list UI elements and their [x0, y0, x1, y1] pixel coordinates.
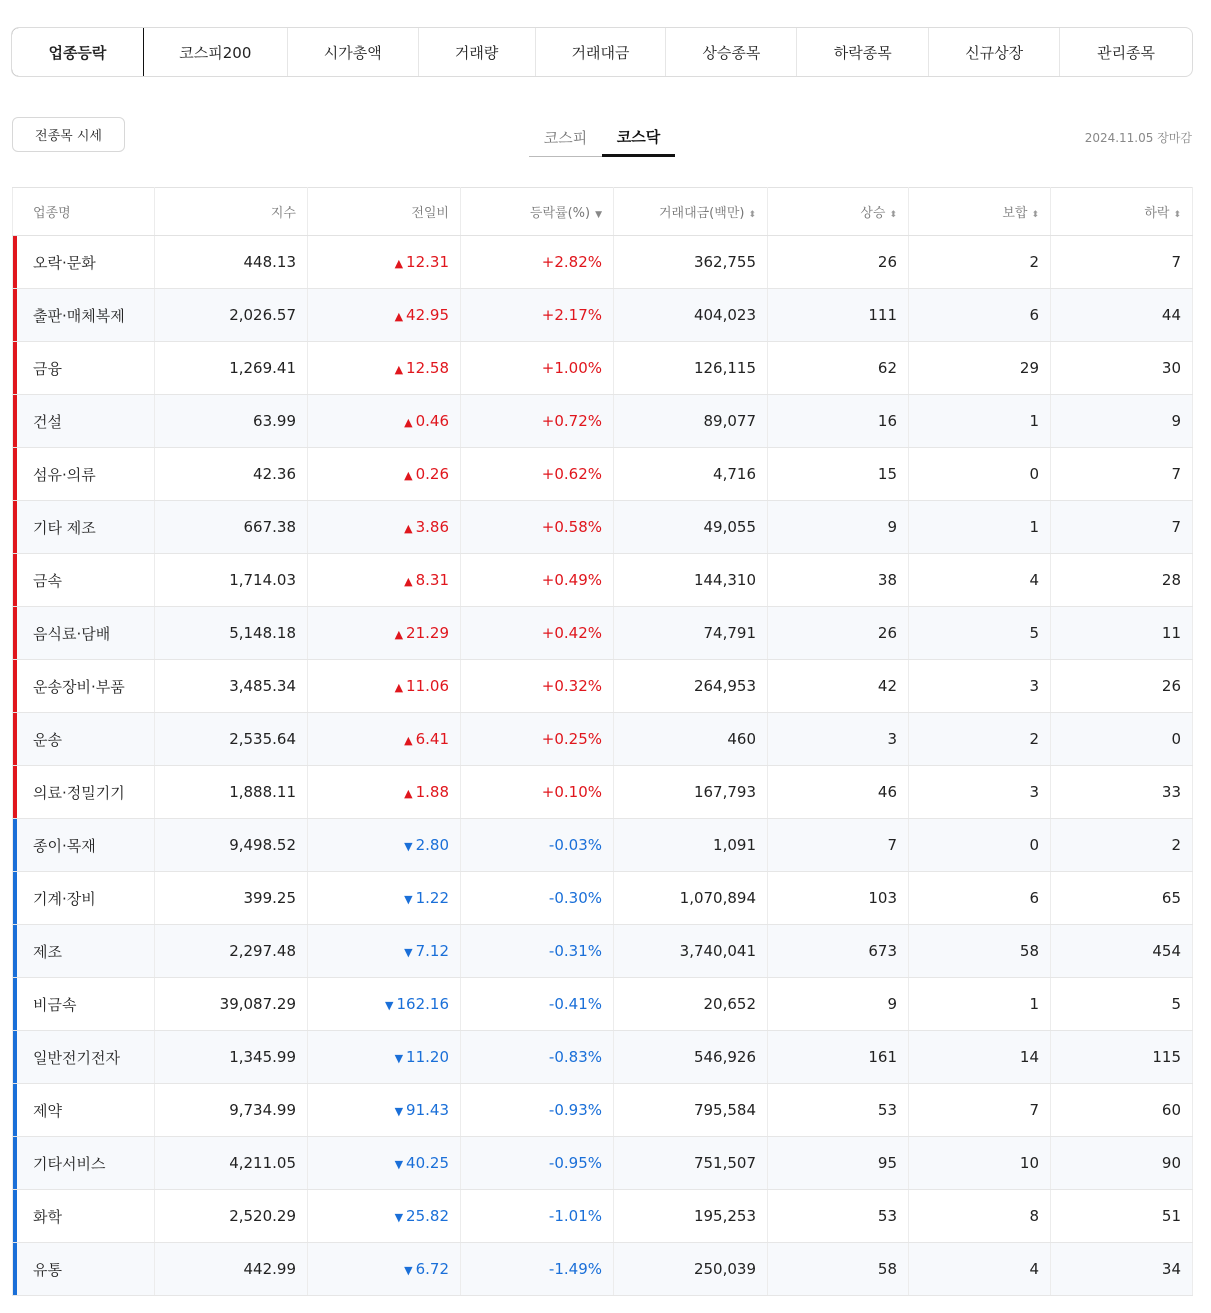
sector-name-label: 운송장비·부품	[33, 677, 125, 696]
triangle-down-icon: ▼	[404, 946, 413, 959]
flat-count: 4	[909, 1243, 1051, 1296]
tab-falling[interactable]: 하락종목	[797, 28, 929, 76]
direction-bar	[13, 872, 17, 924]
table-row[interactable]	[13, 554, 1193, 607]
triangle-down-icon: ▼	[394, 1105, 404, 1118]
index-value: 4,211.05	[155, 1137, 308, 1190]
col-index: 지수	[155, 188, 308, 236]
sector-name-label: 유통	[33, 1260, 62, 1279]
change-amount: 40.25	[406, 1154, 449, 1172]
sector-table	[12, 187, 1192, 1296]
rise-count: 38	[768, 554, 909, 607]
flat-count: 6	[909, 289, 1051, 342]
change-value	[308, 978, 461, 1031]
fall-count: 65	[1051, 872, 1193, 925]
sector-name-label: 기타서비스	[33, 1154, 106, 1173]
tab-kospi[interactable]: 코스피	[529, 118, 602, 157]
flat-count: 3	[909, 766, 1051, 819]
sector-name-label: 제조	[33, 942, 62, 961]
triangle-down-icon: ▼	[394, 1052, 404, 1065]
trading-value: 751,507	[614, 1137, 768, 1190]
direction-bar	[13, 342, 17, 394]
change-amount: 91.43	[406, 1101, 449, 1119]
triangle-up-icon: ▲	[404, 469, 413, 482]
triangle-up-icon: ▲	[404, 575, 413, 588]
col-flat[interactable]: 보합 ⬍	[909, 188, 1051, 236]
sector-name[interactable]	[13, 660, 155, 713]
direction-bar	[13, 395, 17, 447]
direction-bar	[13, 501, 17, 553]
rate-value: +0.32%	[461, 660, 614, 713]
col-fall[interactable]: 하락 ⬍	[1051, 188, 1193, 236]
sector-name-label: 의료·정밀기기	[33, 783, 125, 802]
change-value	[308, 607, 461, 660]
table-row[interactable]	[13, 1190, 1193, 1243]
rate-value: +0.49%	[461, 554, 614, 607]
flat-count: 0	[909, 819, 1051, 872]
fall-count: 90	[1051, 1137, 1193, 1190]
rise-count: 95	[768, 1137, 909, 1190]
trading-value: 460	[614, 713, 768, 766]
rate-value: -0.41%	[461, 978, 614, 1031]
table-row[interactable]	[13, 395, 1193, 448]
col-change: 전일비	[308, 188, 461, 236]
table-row[interactable]	[13, 713, 1193, 766]
rate-value: +0.58%	[461, 501, 614, 554]
triangle-down-icon: ▼	[404, 840, 413, 853]
sort-icon: ⬍	[1173, 210, 1181, 220]
rate-value: -0.93%	[461, 1084, 614, 1137]
triangle-down-icon: ▼	[394, 1211, 404, 1224]
direction-bar	[13, 289, 17, 341]
rate-value: +2.82%	[461, 236, 614, 289]
direction-bar	[13, 607, 17, 659]
rise-count: 53	[768, 1084, 909, 1137]
trading-value: 250,039	[614, 1243, 768, 1296]
fall-count: 28	[1051, 554, 1193, 607]
change-amount: 162.16	[396, 995, 449, 1013]
tab-kospi200[interactable]: 코스피200	[144, 28, 288, 76]
triangle-up-icon: ▲	[394, 628, 404, 641]
direction-bar	[13, 713, 17, 765]
flat-count: 10	[909, 1137, 1051, 1190]
sector-name-label: 출판·매체복제	[33, 306, 125, 325]
rate-value: -0.03%	[461, 819, 614, 872]
flat-count: 8	[909, 1190, 1051, 1243]
fall-count: 11	[1051, 607, 1193, 660]
change-amount: 0.46	[415, 412, 449, 430]
triangle-up-icon: ▲	[404, 787, 413, 800]
table-row[interactable]	[13, 1031, 1193, 1084]
sort-desc-icon: ▼	[595, 210, 602, 220]
change-value	[308, 713, 461, 766]
sector-name-label: 오락·문화	[33, 253, 96, 272]
sector-name[interactable]	[13, 1190, 155, 1243]
table-row[interactable]	[13, 978, 1193, 1031]
change-amount: 21.29	[406, 624, 449, 642]
category-tabs	[11, 27, 1193, 77]
fall-count: 2	[1051, 819, 1193, 872]
sector-name-label: 금속	[33, 571, 62, 590]
tab-kosdaq[interactable]: 코스닥	[602, 118, 675, 157]
index-value: 448.13	[155, 236, 308, 289]
table-row[interactable]	[13, 819, 1193, 872]
fall-count: 7	[1051, 448, 1193, 501]
tab-market-cap[interactable]: 시가총액	[288, 28, 419, 76]
change-value	[308, 289, 461, 342]
table-row[interactable]	[13, 1084, 1193, 1137]
change-amount: 1.22	[415, 889, 449, 907]
direction-bar	[13, 660, 17, 712]
sector-name-label: 제약	[33, 1101, 62, 1120]
change-amount: 8.31	[415, 571, 449, 589]
sector-name-label: 음식료·담배	[33, 624, 111, 643]
change-value	[308, 395, 461, 448]
change-amount: 11.06	[406, 677, 449, 695]
trading-value: 546,926	[614, 1031, 768, 1084]
sector-name[interactable]	[13, 342, 155, 395]
sector-name[interactable]	[13, 289, 155, 342]
index-value: 63.99	[155, 395, 308, 448]
index-value: 9,734.99	[155, 1084, 308, 1137]
index-value: 667.38	[155, 501, 308, 554]
sector-name[interactable]	[13, 819, 155, 872]
rise-count: 58	[768, 1243, 909, 1296]
tab-sector[interactable]: 업종등락	[11, 27, 144, 77]
change-value	[308, 819, 461, 872]
direction-bar	[13, 766, 17, 818]
triangle-down-icon: ▼	[404, 1264, 413, 1277]
table-row[interactable]	[13, 607, 1193, 660]
direction-bar	[13, 819, 17, 871]
fall-count: 34	[1051, 1243, 1193, 1296]
sector-name-label: 비금속	[33, 995, 77, 1014]
rate-value: -1.49%	[461, 1243, 614, 1296]
trading-value: 167,793	[614, 766, 768, 819]
sort-icon: ⬍	[748, 210, 756, 220]
triangle-down-icon: ▼	[404, 893, 413, 906]
triangle-up-icon: ▲	[394, 257, 404, 270]
sector-name-label: 섬유·의류	[33, 465, 96, 484]
change-value	[308, 501, 461, 554]
table-row[interactable]	[13, 925, 1193, 978]
trading-value: 20,652	[614, 978, 768, 1031]
direction-bar	[13, 1084, 17, 1136]
flat-count: 2	[909, 713, 1051, 766]
table-row[interactable]	[13, 1243, 1193, 1296]
col-rise[interactable]: 상승 ⬍	[768, 188, 909, 236]
change-amount: 12.58	[406, 359, 449, 377]
tab-volume[interactable]: 거래량	[419, 28, 536, 76]
table-header	[13, 188, 1193, 236]
rise-count: 42	[768, 660, 909, 713]
change-value	[308, 342, 461, 395]
direction-bar	[13, 925, 17, 977]
index-value: 1,269.41	[155, 342, 308, 395]
index-value: 2,535.64	[155, 713, 308, 766]
sort-icon: ⬍	[889, 210, 897, 220]
index-value: 399.25	[155, 872, 308, 925]
direction-bar	[13, 554, 17, 606]
sector-name-label: 화학	[33, 1207, 62, 1226]
rise-count: 9	[768, 501, 909, 554]
direction-bar	[13, 1243, 17, 1295]
index-value: 2,026.57	[155, 289, 308, 342]
triangle-up-icon: ▲	[404, 522, 413, 535]
triangle-up-icon: ▲	[394, 310, 404, 323]
trading-value: 144,310	[614, 554, 768, 607]
sector-name[interactable]	[13, 1243, 155, 1296]
table-row[interactable]	[13, 236, 1193, 289]
change-value	[308, 236, 461, 289]
rate-value: -1.01%	[461, 1190, 614, 1243]
fall-count: 0	[1051, 713, 1193, 766]
trading-value: 74,791	[614, 607, 768, 660]
change-value	[308, 1190, 461, 1243]
change-value	[308, 1243, 461, 1296]
tab-trading-value[interactable]: 거래대금	[536, 28, 667, 76]
rate-value: -0.30%	[461, 872, 614, 925]
fall-count: 7	[1051, 501, 1193, 554]
trading-value: 89,077	[614, 395, 768, 448]
change-value	[308, 872, 461, 925]
market-close-timestamp: 2024.11.05 장마감	[1084, 131, 1192, 145]
change-value	[308, 448, 461, 501]
direction-bar	[13, 1137, 17, 1189]
fall-count: 5	[1051, 978, 1193, 1031]
rate-value: -0.95%	[461, 1137, 614, 1190]
flat-count: 1	[909, 501, 1051, 554]
sector-name[interactable]	[13, 872, 155, 925]
rise-count: 7	[768, 819, 909, 872]
fall-count: 454	[1051, 925, 1193, 978]
change-amount: 1.88	[415, 783, 449, 801]
index-value: 3,485.34	[155, 660, 308, 713]
sector-name[interactable]	[13, 501, 155, 554]
rise-count: 46	[768, 766, 909, 819]
sector-name[interactable]	[13, 395, 155, 448]
change-value	[308, 766, 461, 819]
col-rate[interactable]: 등락률(%) ▼	[461, 188, 614, 236]
sector-name[interactable]	[13, 236, 155, 289]
rate-value: -0.31%	[461, 925, 614, 978]
rate-value: +0.25%	[461, 713, 614, 766]
flat-count: 3	[909, 660, 1051, 713]
triangle-up-icon: ▲	[404, 734, 413, 747]
fall-count: 51	[1051, 1190, 1193, 1243]
rise-count: 16	[768, 395, 909, 448]
trading-value: 4,716	[614, 448, 768, 501]
change-amount: 42.95	[406, 306, 449, 324]
sector-name[interactable]	[13, 607, 155, 660]
sector-name-label: 일반전기전자	[33, 1048, 120, 1067]
rise-count: 62	[768, 342, 909, 395]
change-value	[308, 925, 461, 978]
change-amount: 12.31	[406, 253, 449, 271]
flat-count: 2	[909, 236, 1051, 289]
triangle-up-icon: ▲	[394, 681, 404, 694]
table-row[interactable]	[13, 501, 1193, 554]
triangle-up-icon: ▲	[404, 416, 413, 429]
change-value	[308, 1031, 461, 1084]
change-amount: 2.80	[415, 836, 449, 854]
flat-count: 1	[909, 395, 1051, 448]
sector-name[interactable]	[13, 713, 155, 766]
all-stocks-button[interactable]: 전종목 시세	[12, 117, 125, 152]
change-amount: 6.41	[415, 730, 449, 748]
fall-count: 7	[1051, 236, 1193, 289]
sector-name[interactable]	[13, 1031, 155, 1084]
index-value: 42.36	[155, 448, 308, 501]
fall-count: 44	[1051, 289, 1193, 342]
rise-count: 53	[768, 1190, 909, 1243]
rise-count: 3	[768, 713, 909, 766]
change-amount: 0.26	[415, 465, 449, 483]
index-value: 442.99	[155, 1243, 308, 1296]
index-value: 39,087.29	[155, 978, 308, 1031]
direction-bar	[13, 1190, 17, 1242]
col-sector-name: 업종명	[13, 188, 155, 236]
sector-name[interactable]	[13, 554, 155, 607]
fall-count: 30	[1051, 342, 1193, 395]
rate-value: +2.17%	[461, 289, 614, 342]
table-row[interactable]	[13, 1137, 1193, 1190]
index-value: 2,297.48	[155, 925, 308, 978]
trading-value: 1,091	[614, 819, 768, 872]
index-value: 5,148.18	[155, 607, 308, 660]
trading-value: 362,755	[614, 236, 768, 289]
change-amount: 3.86	[415, 518, 449, 536]
trading-value: 126,115	[614, 342, 768, 395]
change-value	[308, 554, 461, 607]
trading-value: 404,023	[614, 289, 768, 342]
direction-bar	[13, 1031, 17, 1083]
sector-name[interactable]	[13, 766, 155, 819]
direction-bar	[13, 448, 17, 500]
rise-count: 103	[768, 872, 909, 925]
sector-name[interactable]	[13, 978, 155, 1031]
table-row[interactable]	[13, 342, 1193, 395]
rate-value: +1.00%	[461, 342, 614, 395]
fall-count: 26	[1051, 660, 1193, 713]
sort-icon: ⬍	[1031, 210, 1039, 220]
market-tabs	[529, 118, 675, 157]
fall-count: 60	[1051, 1084, 1193, 1137]
change-value	[308, 1084, 461, 1137]
rate-value: -0.83%	[461, 1031, 614, 1084]
sector-name-label: 기계·장비	[33, 889, 96, 908]
flat-count: 58	[909, 925, 1051, 978]
fall-count: 33	[1051, 766, 1193, 819]
flat-count: 1	[909, 978, 1051, 1031]
tab-managed[interactable]: 관리종목	[1097, 43, 1156, 62]
fall-count: 115	[1051, 1031, 1193, 1084]
rate-value: +0.10%	[461, 766, 614, 819]
table-row[interactable]	[13, 660, 1193, 713]
triangle-down-icon: ▼	[385, 999, 394, 1012]
rate-value: +0.42%	[461, 607, 614, 660]
rate-value: +0.72%	[461, 395, 614, 448]
rise-count: 9	[768, 978, 909, 1031]
direction-bar	[13, 978, 17, 1030]
trading-value: 3,740,041	[614, 925, 768, 978]
table-row[interactable]	[13, 766, 1193, 819]
change-value	[308, 660, 461, 713]
trading-value: 195,253	[614, 1190, 768, 1243]
sector-name-label: 운송	[33, 730, 62, 749]
tab-new-listing[interactable]: 신규상장	[929, 28, 1060, 76]
flat-count: 7	[909, 1084, 1051, 1137]
change-amount: 11.20	[406, 1048, 449, 1066]
flat-count: 5	[909, 607, 1051, 660]
change-amount: 7.12	[415, 942, 449, 960]
change-amount: 25.82	[406, 1207, 449, 1225]
rise-count: 161	[768, 1031, 909, 1084]
flat-count: 0	[909, 448, 1051, 501]
index-value: 1,714.03	[155, 554, 308, 607]
index-value: 2,520.29	[155, 1190, 308, 1243]
rise-count: 15	[768, 448, 909, 501]
rise-count: 673	[768, 925, 909, 978]
direction-bar	[13, 236, 17, 288]
rise-count: 111	[768, 289, 909, 342]
sector-name[interactable]	[13, 1084, 155, 1137]
col-trading-value[interactable]: 거래대금(백만) ⬍	[614, 188, 768, 236]
table-row[interactable]	[13, 448, 1193, 501]
flat-count: 29	[909, 342, 1051, 395]
sector-name-label: 기타 제조	[33, 518, 96, 537]
change-amount: 6.72	[415, 1260, 449, 1278]
flat-count: 4	[909, 554, 1051, 607]
trading-value: 49,055	[614, 501, 768, 554]
trading-value: 264,953	[614, 660, 768, 713]
rate-value: +0.62%	[461, 448, 614, 501]
trading-value: 795,584	[614, 1084, 768, 1137]
flat-count: 6	[909, 872, 1051, 925]
rise-count: 26	[768, 607, 909, 660]
index-value: 1,345.99	[155, 1031, 308, 1084]
sector-name-label: 금융	[33, 359, 62, 378]
triangle-up-icon: ▲	[394, 363, 404, 376]
sector-name[interactable]	[13, 925, 155, 978]
rise-count: 26	[768, 236, 909, 289]
table-row[interactable]	[13, 289, 1193, 342]
index-value: 9,498.52	[155, 819, 308, 872]
trading-value: 1,070,894	[614, 872, 768, 925]
sector-name[interactable]	[13, 1137, 155, 1190]
change-value	[308, 1137, 461, 1190]
sector-name-label: 종이·목재	[33, 836, 96, 855]
table-row[interactable]	[13, 872, 1193, 925]
flat-count: 14	[909, 1031, 1051, 1084]
sector-name[interactable]	[13, 448, 155, 501]
sector-name-label: 건설	[33, 412, 62, 431]
tab-rising[interactable]: 상승종목	[666, 28, 797, 76]
fall-count: 9	[1051, 395, 1193, 448]
index-value: 1,888.11	[155, 766, 308, 819]
triangle-down-icon: ▼	[394, 1158, 404, 1171]
